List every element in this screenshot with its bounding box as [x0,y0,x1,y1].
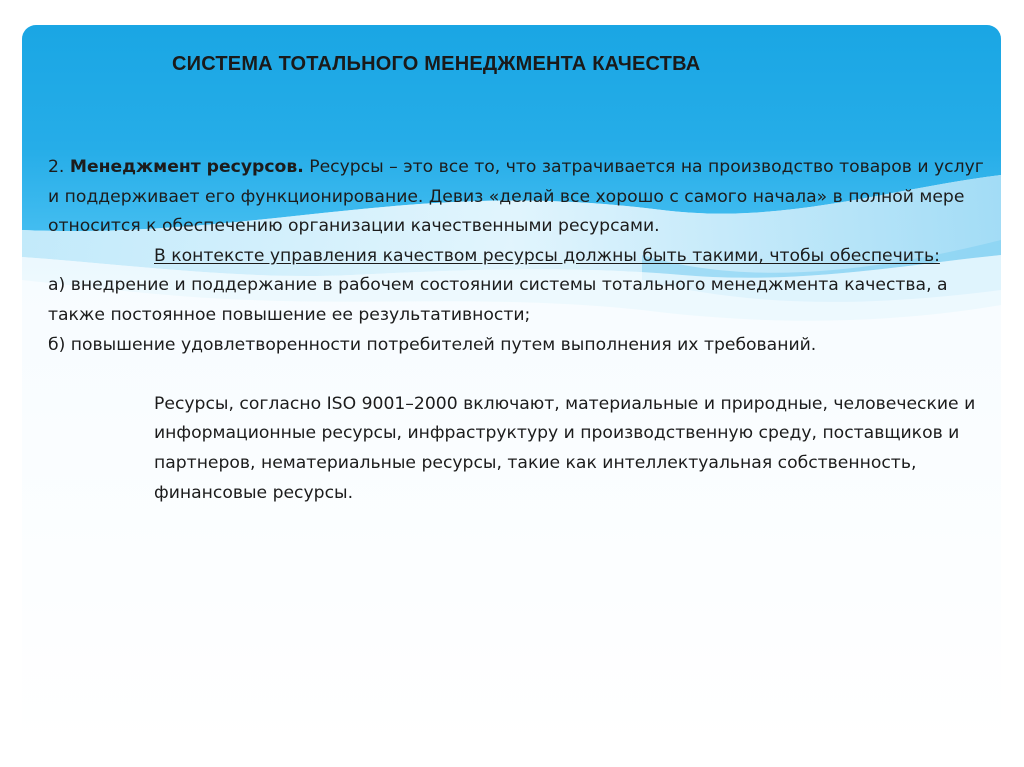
intro-prefix: 2. [48,157,70,177]
slide-title: СИСТЕМА ТОТАЛЬНОГО МЕНЕДЖМЕНТА КАЧЕСТВА [172,53,701,75]
intro-heading: Менеджмент ресурсов. [69,157,304,177]
item-b: б) повышение удовлетворенности потребителей путем выполнения их требований. [48,334,817,355]
context-text: В контексте управления качеством ресурсы должны быть такими, чтобы обеспечить: [154,245,940,266]
slide-body [48,153,988,508]
iso-paragraph: Ресурсы, согласно ISO 9001–2000 включают, материальные и природные, человеческие и информационные ресурсы, инфраструктуру и производственную среду, поставщиков и партнеров, нематериальные ресурсы, такие как интеллектуальная собственность, финансовые ресурсы. [154,393,976,503]
intro-text: Ресурсы – это все то, что затрачивается на производство товаров и услуг и поддерживает его функционирование. Девиз «делай все хорошо с самого начала» в полной мере относится к обеспечению организации качественными ресурсами. [48,157,984,237]
slide [22,25,1001,747]
intro-paragraph [48,153,988,242]
context-paragraph [48,242,988,272]
spacer [48,360,988,390]
item-a: а) внедрение и поддержание в рабочем состоянии системы тотального менеджмента качества, а также постоянное повышение ее результативности; [48,275,948,325]
